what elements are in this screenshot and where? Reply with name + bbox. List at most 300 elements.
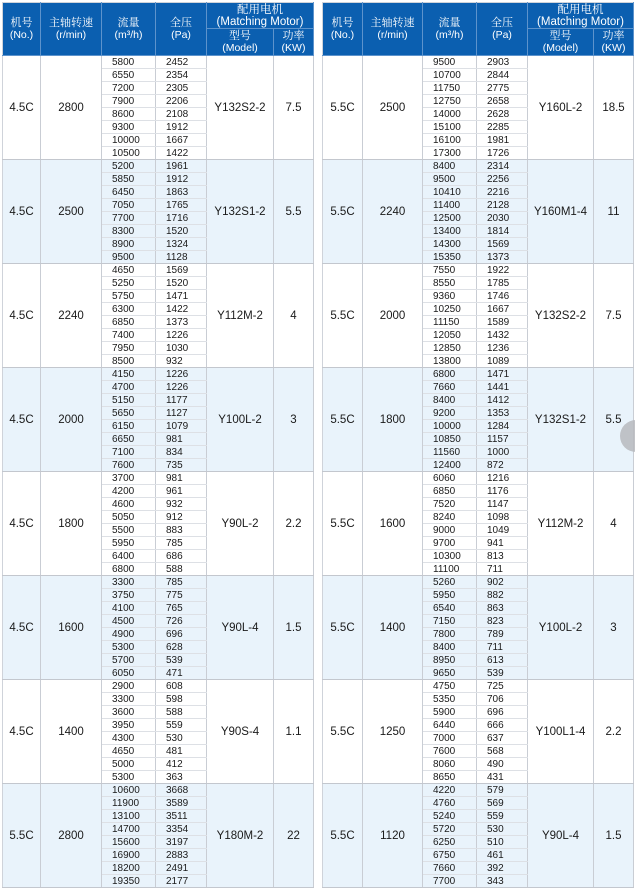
pressure-cell: 3668 xyxy=(156,784,207,797)
pressure-cell: 726 xyxy=(156,615,207,628)
pressure-cell: 1667 xyxy=(156,134,207,147)
speed-cell: 1800 xyxy=(363,368,423,472)
flow-cell: 5200 xyxy=(102,160,156,173)
flow-cell: 19350 xyxy=(102,875,156,888)
header-motor-model: 型号 (Model) xyxy=(528,29,594,56)
power-cell: 18.5 xyxy=(594,56,634,160)
pressure-cell: 2206 xyxy=(156,95,207,108)
pressure-cell: 981 xyxy=(156,433,207,446)
model-no-cell: 4.5C xyxy=(3,56,41,160)
table-row xyxy=(3,264,314,277)
pressure-cell: 2903 xyxy=(477,56,528,69)
flow-cell: 5300 xyxy=(102,641,156,654)
pressure-cell: 2108 xyxy=(156,108,207,121)
power-cell: 1.1 xyxy=(274,680,314,784)
flow-cell: 7050 xyxy=(102,199,156,212)
flow-cell: 5850 xyxy=(102,173,156,186)
speed-cell: 2800 xyxy=(41,56,102,160)
pressure-cell: 1216 xyxy=(477,472,528,485)
flow-cell: 8240 xyxy=(423,511,477,524)
flow-cell: 4760 xyxy=(423,797,477,810)
flow-cell: 7660 xyxy=(423,862,477,875)
flow-cell: 5150 xyxy=(102,394,156,407)
flow-cell: 6850 xyxy=(423,485,477,498)
power-cell: 4 xyxy=(594,472,634,576)
pressure-cell: 2256 xyxy=(477,173,528,186)
pressure-cell: 2285 xyxy=(477,121,528,134)
header-flow: 流量 (m³/h) xyxy=(102,3,156,56)
pressure-cell: 481 xyxy=(156,745,207,758)
power-cell: 2.2 xyxy=(594,680,634,784)
flow-cell: 5250 xyxy=(102,277,156,290)
flow-cell: 4700 xyxy=(102,381,156,394)
pressure-cell: 2883 xyxy=(156,849,207,862)
flow-cell: 13800 xyxy=(423,355,477,368)
pressure-cell: 2452 xyxy=(156,56,207,69)
pressure-cell: 686 xyxy=(156,550,207,563)
pressure-cell: 1049 xyxy=(477,524,528,537)
flow-cell: 5650 xyxy=(102,407,156,420)
flow-cell: 7400 xyxy=(102,329,156,342)
flow-cell: 9300 xyxy=(102,121,156,134)
pressure-cell: 785 xyxy=(156,537,207,550)
header-matching-motor: 配用电机 (Matching Motor) xyxy=(207,3,314,29)
flow-cell: 7660 xyxy=(423,381,477,394)
flow-cell: 17300 xyxy=(423,147,477,160)
flow-cell: 10600 xyxy=(102,784,156,797)
model-no-cell: 5.5C xyxy=(323,160,363,264)
pressure-cell: 711 xyxy=(477,563,528,576)
flow-cell: 4150 xyxy=(102,368,156,381)
flow-cell: 9500 xyxy=(423,173,477,186)
model-no-cell: 5.5C xyxy=(323,680,363,784)
pressure-cell: 735 xyxy=(156,459,207,472)
flow-cell: 6450 xyxy=(102,186,156,199)
flow-cell: 8900 xyxy=(102,238,156,251)
pressure-cell: 981 xyxy=(156,472,207,485)
pressure-cell: 2216 xyxy=(477,186,528,199)
model-no-cell: 5.5C xyxy=(323,56,363,160)
pressure-cell: 1471 xyxy=(156,290,207,303)
flow-cell: 11400 xyxy=(423,199,477,212)
pressure-cell: 363 xyxy=(156,771,207,784)
pressure-cell: 539 xyxy=(156,654,207,667)
flow-cell: 7700 xyxy=(423,875,477,888)
flow-cell: 6800 xyxy=(102,563,156,576)
fan-group xyxy=(323,160,634,264)
power-cell: 5.5 xyxy=(274,160,314,264)
power-cell: 7.5 xyxy=(274,56,314,160)
pressure-cell: 2491 xyxy=(156,862,207,875)
flow-cell: 6800 xyxy=(423,368,477,381)
flow-cell: 16100 xyxy=(423,134,477,147)
left-performance-table xyxy=(2,2,314,888)
flow-cell: 10500 xyxy=(102,147,156,160)
fan-group xyxy=(3,56,314,160)
pressure-cell: 3197 xyxy=(156,836,207,849)
flow-cell: 4750 xyxy=(423,680,477,693)
pressure-cell: 902 xyxy=(477,576,528,589)
flow-cell: 12400 xyxy=(423,459,477,472)
power-cell: 5.5 xyxy=(594,368,634,472)
table-row xyxy=(323,368,634,381)
flow-cell: 5300 xyxy=(102,771,156,784)
pressure-cell: 1147 xyxy=(477,498,528,511)
flow-cell: 7100 xyxy=(102,446,156,459)
pressure-cell: 1520 xyxy=(156,277,207,290)
flow-cell: 11100 xyxy=(423,563,477,576)
motor-model-cell: Y90L-4 xyxy=(207,576,274,680)
pressure-cell: 823 xyxy=(477,615,528,628)
speed-cell: 1250 xyxy=(363,680,423,784)
table-row xyxy=(3,680,314,693)
flow-cell: 13400 xyxy=(423,225,477,238)
fan-group xyxy=(3,472,314,576)
motor-model-cell: Y132S2-2 xyxy=(207,56,274,160)
table-row xyxy=(323,264,634,277)
pressure-cell: 1353 xyxy=(477,407,528,420)
flow-cell: 8500 xyxy=(102,355,156,368)
flow-cell: 8060 xyxy=(423,758,477,771)
model-no-cell: 5.5C xyxy=(323,264,363,368)
pressure-cell: 1726 xyxy=(477,147,528,160)
flow-cell: 7950 xyxy=(102,342,156,355)
motor-model-cell: Y132S2-2 xyxy=(528,264,594,368)
pressure-cell: 765 xyxy=(156,602,207,615)
pressure-cell: 1922 xyxy=(477,264,528,277)
header-motor-power: 功率 (KW) xyxy=(594,29,634,56)
pressure-cell: 1284 xyxy=(477,420,528,433)
power-cell: 1.5 xyxy=(274,576,314,680)
flow-cell: 6050 xyxy=(102,667,156,680)
header-pressure: 全压 (Pa) xyxy=(156,3,207,56)
model-no-cell: 4.5C xyxy=(3,368,41,472)
fan-group xyxy=(3,784,314,888)
flow-cell: 10850 xyxy=(423,433,477,446)
pressure-cell: 2177 xyxy=(156,875,207,888)
flow-cell: 9200 xyxy=(423,407,477,420)
header-pressure: 全压 (Pa) xyxy=(477,3,528,56)
pressure-cell: 559 xyxy=(156,719,207,732)
pressure-cell: 696 xyxy=(477,706,528,719)
table-row xyxy=(3,576,314,589)
pressure-cell: 1785 xyxy=(477,277,528,290)
flow-cell: 3700 xyxy=(102,472,156,485)
flow-cell: 11560 xyxy=(423,446,477,459)
speed-cell: 2000 xyxy=(41,368,102,472)
flow-cell: 5800 xyxy=(102,56,156,69)
fan-group xyxy=(3,368,314,472)
fan-group xyxy=(3,160,314,264)
fan-group xyxy=(3,264,314,368)
header-flow: 流量 (m³/h) xyxy=(423,3,477,56)
pressure-cell: 1236 xyxy=(477,342,528,355)
pressure-cell: 706 xyxy=(477,693,528,706)
flow-cell: 3750 xyxy=(102,589,156,602)
flow-cell: 10250 xyxy=(423,303,477,316)
pressure-cell: 608 xyxy=(156,680,207,693)
model-no-cell: 5.5C xyxy=(323,368,363,472)
pressure-cell: 1667 xyxy=(477,303,528,316)
pressure-cell: 412 xyxy=(156,758,207,771)
flow-cell: 8650 xyxy=(423,771,477,784)
flow-cell: 5750 xyxy=(102,290,156,303)
fan-group xyxy=(323,472,634,576)
flow-cell: 14700 xyxy=(102,823,156,836)
pressure-cell: 1912 xyxy=(156,173,207,186)
speed-cell: 1400 xyxy=(363,576,423,680)
model-no-cell: 4.5C xyxy=(3,160,41,264)
fan-group xyxy=(323,264,634,368)
pressure-cell: 789 xyxy=(477,628,528,641)
flow-cell: 9000 xyxy=(423,524,477,537)
flow-cell: 7200 xyxy=(102,82,156,95)
flow-cell: 5000 xyxy=(102,758,156,771)
flow-cell: 7600 xyxy=(102,459,156,472)
flow-cell: 3300 xyxy=(102,693,156,706)
model-no-cell: 5.5C xyxy=(323,784,363,888)
flow-cell: 6150 xyxy=(102,420,156,433)
pressure-cell: 588 xyxy=(156,563,207,576)
pressure-cell: 1422 xyxy=(156,147,207,160)
motor-model-cell: Y100L-2 xyxy=(528,576,594,680)
motor-model-cell: Y90L-2 xyxy=(207,472,274,576)
pressure-cell: 883 xyxy=(156,524,207,537)
pressure-cell: 932 xyxy=(156,355,207,368)
pressure-cell: 598 xyxy=(156,693,207,706)
model-no-cell: 5.5C xyxy=(3,784,41,888)
flow-cell: 8400 xyxy=(423,160,477,173)
pressure-cell: 431 xyxy=(477,771,528,784)
model-no-cell: 5.5C xyxy=(323,576,363,680)
flow-cell: 5050 xyxy=(102,511,156,524)
header-model-no: 机号 (No.) xyxy=(323,3,363,56)
pressure-cell: 1098 xyxy=(477,511,528,524)
motor-model-cell: Y160M1-4 xyxy=(528,160,594,264)
header-model-no: 机号 (No.) xyxy=(3,3,41,56)
model-no-cell: 4.5C xyxy=(3,264,41,368)
pressure-cell: 510 xyxy=(477,836,528,849)
pressure-cell: 785 xyxy=(156,576,207,589)
pressure-cell: 3354 xyxy=(156,823,207,836)
pressure-cell: 628 xyxy=(156,641,207,654)
model-no-cell: 4.5C xyxy=(3,680,41,784)
speed-cell: 2500 xyxy=(363,56,423,160)
flow-cell: 6650 xyxy=(102,433,156,446)
flow-cell: 6060 xyxy=(423,472,477,485)
flow-cell: 12050 xyxy=(423,329,477,342)
fan-group xyxy=(3,576,314,680)
pressure-cell: 1441 xyxy=(477,381,528,394)
flow-cell: 7800 xyxy=(423,628,477,641)
flow-cell: 3950 xyxy=(102,719,156,732)
flow-cell: 8300 xyxy=(102,225,156,238)
speed-cell: 1600 xyxy=(41,576,102,680)
pressure-cell: 343 xyxy=(477,875,528,888)
speed-cell: 2500 xyxy=(41,160,102,264)
flow-cell: 3300 xyxy=(102,576,156,589)
motor-model-cell: Y90S-4 xyxy=(207,680,274,784)
flow-cell: 5500 xyxy=(102,524,156,537)
flow-cell: 9500 xyxy=(102,251,156,264)
header-motor-power: 功率 (KW) xyxy=(274,29,314,56)
pressure-cell: 2628 xyxy=(477,108,528,121)
pressure-cell: 1177 xyxy=(156,394,207,407)
flow-cell: 10000 xyxy=(423,420,477,433)
speed-cell: 1400 xyxy=(41,680,102,784)
pressure-cell: 530 xyxy=(156,732,207,745)
pressure-cell: 1324 xyxy=(156,238,207,251)
model-no-cell: 4.5C xyxy=(3,576,41,680)
power-cell: 22 xyxy=(274,784,314,888)
pressure-cell: 579 xyxy=(477,784,528,797)
speed-cell: 1120 xyxy=(363,784,423,888)
pressure-cell: 813 xyxy=(477,550,528,563)
speed-cell: 2000 xyxy=(363,264,423,368)
flow-cell: 9500 xyxy=(423,56,477,69)
motor-model-cell: Y132S1-2 xyxy=(528,368,594,472)
flow-cell: 2900 xyxy=(102,680,156,693)
flow-cell: 4600 xyxy=(102,498,156,511)
table-row xyxy=(3,368,314,381)
pressure-cell: 912 xyxy=(156,511,207,524)
pressure-cell: 1981 xyxy=(477,134,528,147)
power-cell: 7.5 xyxy=(594,264,634,368)
flow-cell: 13100 xyxy=(102,810,156,823)
flow-cell: 4100 xyxy=(102,602,156,615)
flow-cell: 11750 xyxy=(423,82,477,95)
pressure-cell: 666 xyxy=(477,719,528,732)
flow-cell: 15600 xyxy=(102,836,156,849)
flow-cell: 10700 xyxy=(423,69,477,82)
flow-cell: 7550 xyxy=(423,264,477,277)
pressure-cell: 1373 xyxy=(477,251,528,264)
power-cell: 3 xyxy=(594,576,634,680)
pressure-cell: 725 xyxy=(477,680,528,693)
pressure-cell: 2658 xyxy=(477,95,528,108)
flow-cell: 11150 xyxy=(423,316,477,329)
right-performance-table xyxy=(322,2,634,888)
pressure-cell: 3589 xyxy=(156,797,207,810)
pressure-cell: 613 xyxy=(477,654,528,667)
motor-model-cell: Y112M-2 xyxy=(528,472,594,576)
pressure-cell: 1814 xyxy=(477,225,528,238)
flow-cell: 6550 xyxy=(102,69,156,82)
pressure-cell: 1432 xyxy=(477,329,528,342)
pressure-cell: 461 xyxy=(477,849,528,862)
pressure-cell: 1030 xyxy=(156,342,207,355)
pressure-cell: 392 xyxy=(477,862,528,875)
pressure-cell: 490 xyxy=(477,758,528,771)
flow-cell: 5950 xyxy=(423,589,477,602)
header-speed: 主轴转速 (r/min) xyxy=(41,3,102,56)
pressure-cell: 559 xyxy=(477,810,528,823)
speed-cell: 2240 xyxy=(41,264,102,368)
speed-cell: 1600 xyxy=(363,472,423,576)
pressure-cell: 1569 xyxy=(477,238,528,251)
flow-cell: 5950 xyxy=(102,537,156,550)
pressure-cell: 1127 xyxy=(156,407,207,420)
flow-cell: 15350 xyxy=(423,251,477,264)
fan-group xyxy=(3,680,314,784)
model-no-cell: 5.5C xyxy=(323,472,363,576)
pressure-cell: 2775 xyxy=(477,82,528,95)
pressure-cell: 882 xyxy=(477,589,528,602)
flow-cell: 4650 xyxy=(102,264,156,277)
pressure-cell: 1226 xyxy=(156,329,207,342)
table-row xyxy=(323,680,634,693)
pressure-cell: 568 xyxy=(477,745,528,758)
power-cell: 2.2 xyxy=(274,472,314,576)
pressure-cell: 2844 xyxy=(477,69,528,82)
flow-cell: 9700 xyxy=(423,537,477,550)
header-motor-model: 型号 (Model) xyxy=(207,29,274,56)
motor-model-cell: Y100L-2 xyxy=(207,368,274,472)
flow-cell: 8600 xyxy=(102,108,156,121)
flow-cell: 8550 xyxy=(423,277,477,290)
speed-cell: 1800 xyxy=(41,472,102,576)
flow-cell: 7900 xyxy=(102,95,156,108)
flow-cell: 8950 xyxy=(423,654,477,667)
pressure-cell: 1746 xyxy=(477,290,528,303)
motor-model-cell: Y180M-2 xyxy=(207,784,274,888)
table-row xyxy=(323,784,634,797)
pressure-cell: 1373 xyxy=(156,316,207,329)
pressure-cell: 2354 xyxy=(156,69,207,82)
speed-cell: 2800 xyxy=(41,784,102,888)
fan-group xyxy=(323,680,634,784)
pressure-cell: 1863 xyxy=(156,186,207,199)
pressure-cell: 1912 xyxy=(156,121,207,134)
pressure-cell: 1471 xyxy=(477,368,528,381)
flow-cell: 6850 xyxy=(102,316,156,329)
header-matching-motor: 配用电机 (Matching Motor) xyxy=(528,3,634,29)
pressure-cell: 1422 xyxy=(156,303,207,316)
pressure-cell: 1961 xyxy=(156,160,207,173)
pressure-cell: 588 xyxy=(156,706,207,719)
motor-model-cell: Y132S1-2 xyxy=(207,160,274,264)
pressure-cell: 961 xyxy=(156,485,207,498)
power-cell: 4 xyxy=(274,264,314,368)
pressure-cell: 696 xyxy=(156,628,207,641)
power-cell: 1.5 xyxy=(594,784,634,888)
pressure-cell: 2314 xyxy=(477,160,528,173)
flow-cell: 12850 xyxy=(423,342,477,355)
flow-cell: 16900 xyxy=(102,849,156,862)
fan-group xyxy=(323,368,634,472)
flow-cell: 10000 xyxy=(102,134,156,147)
flow-cell: 14300 xyxy=(423,238,477,251)
pressure-cell: 3511 xyxy=(156,810,207,823)
pressure-cell: 1716 xyxy=(156,212,207,225)
model-no-cell: 4.5C xyxy=(3,472,41,576)
pressure-cell: 1176 xyxy=(477,485,528,498)
flow-cell: 5900 xyxy=(423,706,477,719)
pressure-cell: 2030 xyxy=(477,212,528,225)
flow-cell: 7000 xyxy=(423,732,477,745)
flow-cell: 8400 xyxy=(423,394,477,407)
pressure-cell: 2305 xyxy=(156,82,207,95)
pressure-cell: 1079 xyxy=(156,420,207,433)
pressure-cell: 872 xyxy=(477,459,528,472)
flow-cell: 4220 xyxy=(423,784,477,797)
pressure-cell: 1128 xyxy=(156,251,207,264)
flow-cell: 7520 xyxy=(423,498,477,511)
flow-cell: 6540 xyxy=(423,602,477,615)
motor-model-cell: Y112M-2 xyxy=(207,264,274,368)
power-cell: 3 xyxy=(274,368,314,472)
fan-group xyxy=(323,784,634,888)
